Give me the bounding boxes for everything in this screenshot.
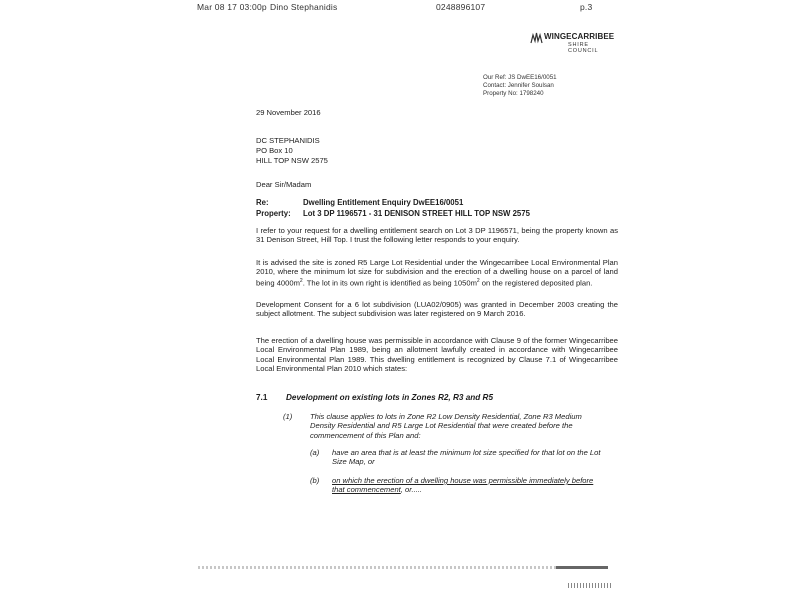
paragraph-2 xyxy=(256,258,618,287)
item-b-underlined-text: on which the erection of a dwelling house was permissible immediately before that commencement xyxy=(332,476,594,495)
recipient-name: DC STEPHANIDIS xyxy=(256,136,320,145)
fax-sender: Dino Stephanidis xyxy=(270,2,338,12)
property-value: Lot 3 DP 1196571 - 31 DENISON STREET HILL TOP NSW 2575 xyxy=(303,209,530,218)
item-a-text: have an area that is at least the minimum lot size specified for that lot on the Lot Size Map, or xyxy=(332,448,601,467)
clause-title: Development on existing lots in Zones R2, R3 and R5 xyxy=(286,393,493,402)
letter-date: 29 November 2016 xyxy=(256,108,321,117)
paragraph-4: The erection of a dwelling house was permissible in accordance with Clause 9 of the former Wingecarribee Local Environmental Plan 1989, being an allotment lawfully created in accordance with Wingecarribee Local Environmental Plan 1989. This dwelling entitlement is recognized by Clause 7.1 of Wingecarribee Local Environmental Plan 2010 which states: xyxy=(256,336,618,373)
re-subject: Dwelling Entitlement Enquiry DwEE16/0051 xyxy=(303,198,464,207)
clause-heading xyxy=(256,393,493,402)
superscript-squared-1: 2 xyxy=(299,277,303,284)
property-label: Property: xyxy=(256,209,291,218)
subclause-1-text: This clause applies to lots in Zone R2 Low Density Residential, Zone R3 Medium Density Residential and R5 Large Lot Residential that were created before the commencement of this Plan and: xyxy=(310,412,582,440)
council-logo xyxy=(530,30,620,52)
fax-page-number: p.3 xyxy=(580,2,593,12)
fax-datetime: Mar 08 17 03:00p xyxy=(197,2,267,12)
scan-page-mark xyxy=(568,583,612,588)
fax-phone: 0248896107 xyxy=(436,2,486,12)
clause-number: 7.1 xyxy=(256,393,268,402)
council-name: WINGECARRIBEE xyxy=(544,32,615,41)
reference-block xyxy=(483,74,623,98)
recipient-address-line2: HILL TOP NSW 2575 xyxy=(256,156,328,165)
recipient-address xyxy=(256,136,328,166)
council-subtitle: SHIRE COUNCIL xyxy=(568,42,599,54)
salutation: Dear Sir/Madam xyxy=(256,180,312,189)
paragraph-2-part-c: on the registered deposited plan. xyxy=(479,278,593,288)
paragraph-2-part-a: It is advised the site is zoned R5 Large Lot Residential under the Wingecarribee Local Environmental Plan 2010, where the minimum lot size for subdivision and the erection of a dwelling house on a parcel of land being 4000m xyxy=(256,258,618,288)
recipient-address-line1: PO Box 10 xyxy=(256,146,293,155)
property-line xyxy=(256,209,530,219)
item-b-text xyxy=(332,476,606,495)
paragraph-1: I refer to your request for a dwelling entitlement search on Lot 3 DP 1196571, being the property known as 31 Denison Street, Hill Top. I trust the following letter responds to your enquiry. xyxy=(256,226,618,245)
property-number: Property No: 1798240 xyxy=(483,90,544,97)
paragraph-2-part-b: . The lot in its own right is identified as being 1050m xyxy=(302,278,477,288)
item-b-ending: , or..... xyxy=(400,485,423,495)
council-emblem-icon xyxy=(530,32,543,44)
re-label: Re: xyxy=(256,198,269,207)
item-a-label: (a) xyxy=(310,448,320,457)
scan-noise-line xyxy=(198,566,608,569)
paragraph-3: Development Consent for a 6 lot subdivision (LUA02/0905) was granted in December 2003 creating the subject allotment. The subject subdivision was later registered on 9 March 2016. xyxy=(256,300,618,319)
item-b-label: (b) xyxy=(310,476,320,485)
re-line xyxy=(256,198,463,208)
scan-noise-block xyxy=(556,566,608,569)
contact: Contact: Jennifer Soulsan xyxy=(483,82,554,89)
superscript-squared-2: 2 xyxy=(476,277,480,284)
subclause-1-label: (1) xyxy=(283,412,293,421)
our-ref: Our Ref: JS DwEE16/0051 xyxy=(483,74,557,81)
